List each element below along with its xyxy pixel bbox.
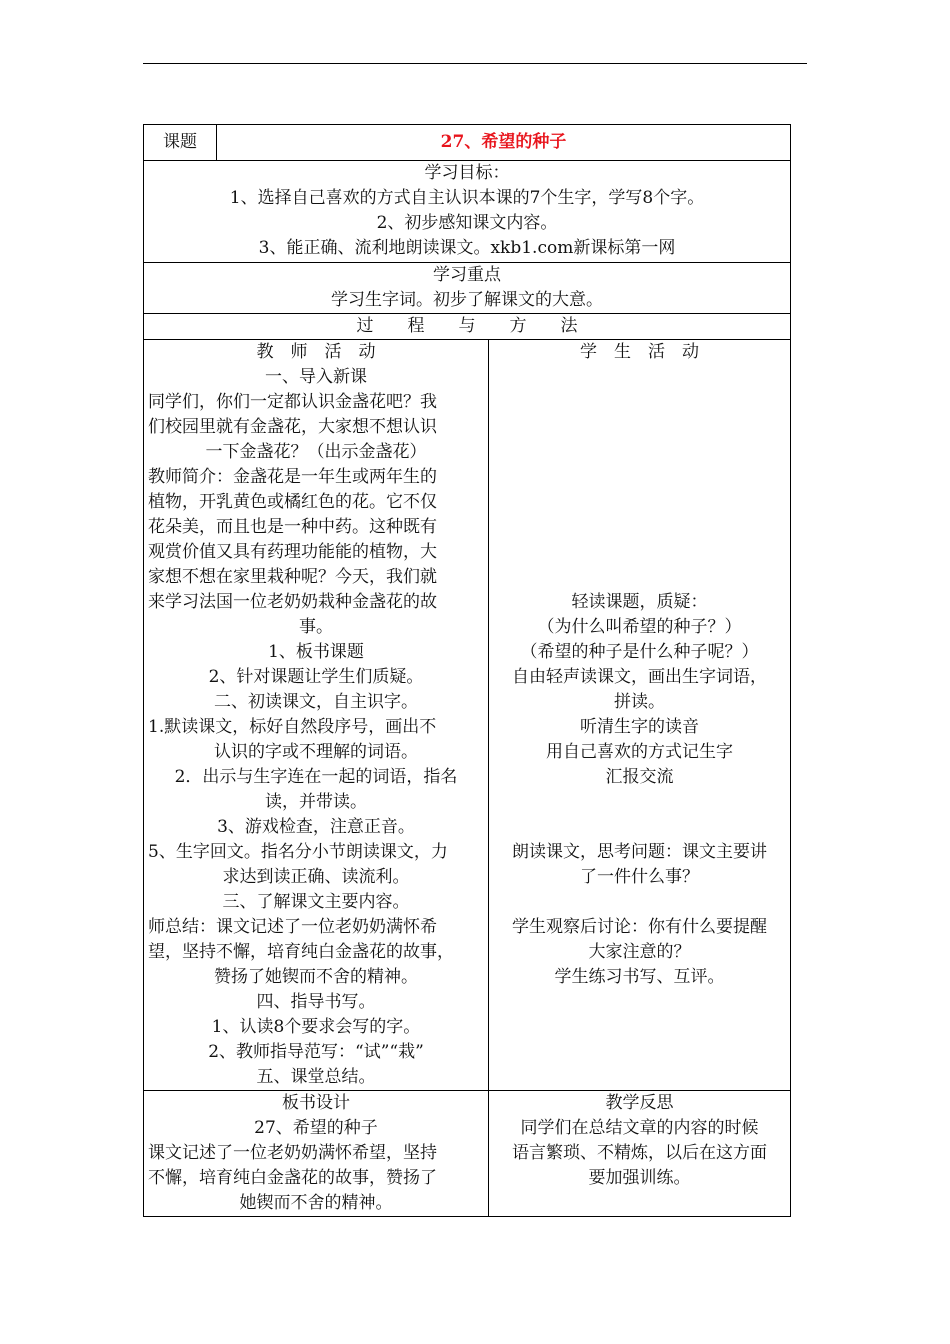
teacher-line: 赞扬了她锲而不舍的精神。: [214, 967, 418, 987]
student-line: 轻读课题，质疑：: [571, 592, 708, 612]
process-row: [144, 314, 791, 340]
board-line: 课文记述了一位老奶奶满怀希望，坚持: [148, 1143, 437, 1163]
teacher-line: 教师简介：金盏花是一年生或两年生的: [148, 467, 437, 487]
teacher-line: 2．出示与生字连在一起的词语，指名: [174, 767, 458, 787]
teacher-line: 认识的字或不理解的词语。: [214, 742, 418, 762]
board-design: [144, 1091, 489, 1217]
goal-item: 1、选择自己喜欢的方式自主认识本课的7个生字，学写8个字。: [229, 188, 705, 208]
student-heading: 学 生 活 动: [580, 342, 699, 362]
activities-row: [144, 340, 791, 1091]
student-line: （希望的种子是什么种子呢？）: [520, 642, 759, 662]
student-line: 大家注意的？: [588, 942, 691, 962]
student-line: 学生练习书写、互评。: [554, 967, 725, 987]
goals-row: [144, 161, 791, 263]
teacher-activities: [144, 340, 489, 1091]
board-line: 她锲而不舍的精神。: [239, 1193, 393, 1213]
teacher-line: 一下金盏花？（出示金盏花）: [205, 442, 427, 462]
learning-goals: [144, 161, 791, 263]
goals-heading: 学习目标：: [424, 163, 510, 183]
process-heading: 过 程 与 方 法: [144, 314, 791, 340]
student-line: 汇报交流: [605, 767, 674, 787]
student-line: 拼读。: [614, 692, 665, 712]
teacher-line: 花朵美，而且也是一种中药。这种既有: [148, 517, 437, 537]
teacher-line: 求达到读正确、读流利。: [222, 867, 410, 887]
teacher-line: 来学习法国一位老奶奶栽种金盏花的故: [148, 592, 437, 612]
lesson-label: 课题: [144, 125, 217, 161]
teacher-line: 植物，开乳黄色或橘红色的花。它不仅: [148, 492, 437, 512]
focus-heading: 学习重点: [433, 265, 501, 285]
teacher-line: 二、初读课文，自主识字。: [214, 692, 418, 712]
student-line: 自由轻声读课文，画出生字词语，: [512, 667, 767, 687]
goal-item: 2、初步感知课文内容。: [376, 213, 558, 233]
teacher-line: 家想不想在家里栽种呢？今天，我们就: [148, 567, 437, 587]
student-line: 朗读课文，思考问题：课文主要讲: [512, 842, 767, 862]
teacher-line: 1、认读8个要求会写的字。: [211, 1017, 421, 1037]
teacher-line: 读，并带读。: [265, 792, 367, 812]
reflection-line: 要加强训练。: [588, 1168, 691, 1188]
reflection-line: 语言繁琐、不精炼，以后在这方面: [512, 1143, 767, 1163]
focus-row: [144, 263, 791, 314]
teacher-line: 五、课堂总结。: [256, 1067, 376, 1087]
teacher-line: 2、教师指导范写：“试”“栽”: [208, 1042, 424, 1062]
learning-focus: [144, 263, 791, 314]
teacher-line: 2、针对课题让学生们质疑。: [208, 667, 424, 687]
lesson-title: 27、希望的种子: [217, 125, 791, 161]
teacher-line: 事。: [299, 617, 333, 637]
teacher-line: 观赏价值又具有药理功能能的植物，大: [148, 542, 437, 562]
focus-text: 学习生字词。初步了解课文的大意。: [331, 290, 603, 310]
teacher-heading: 教 师 活 动: [256, 342, 376, 362]
teacher-line: 一、导入新课: [265, 367, 367, 387]
reflection-heading: 教学反思: [605, 1093, 674, 1113]
teacher-line: 1、板书课题: [268, 642, 364, 662]
teacher-line: 同学们，你们一定都认识金盏花吧？我: [148, 392, 437, 412]
header-rule: [143, 63, 807, 64]
teacher-line: 们校园里就有金盏花，大家想不想认识: [148, 417, 437, 437]
lesson-plan-table: [143, 124, 791, 1217]
teaching-reflection: [489, 1091, 791, 1217]
student-line: 听清生字的读音: [580, 717, 699, 737]
student-line: 用自己喜欢的方式记生字: [546, 742, 733, 762]
goal-item: 3、能正确、流利地朗读课文。xkb1.com新课标第一网: [258, 238, 676, 258]
reflection-line: 同学们在总结文章的内容的时候: [520, 1118, 759, 1138]
teacher-line: 三、了解课文主要内容。: [222, 892, 410, 912]
teacher-line: 1.默读课文，标好自然段序号，画出不: [148, 717, 437, 737]
student-line: 了一件什么事？: [580, 867, 699, 887]
student-line: （为什么叫希望的种子？）: [537, 617, 742, 637]
student-activities: [489, 340, 791, 1091]
teacher-line: 望，坚持不懈，培育纯白金盏花的故事，: [148, 942, 454, 962]
board-heading: 板书设计: [282, 1093, 350, 1113]
teacher-line: 5、生字回文。指名分小节朗读课文，力: [148, 842, 448, 862]
student-line: 学生观察后讨论：你有什么要提醒: [512, 917, 767, 937]
lesson-title-row: [144, 125, 791, 161]
teacher-line: 师总结：课文记述了一位老奶奶满怀希: [148, 917, 437, 937]
board-line: 27、希望的种子: [254, 1118, 378, 1138]
teacher-line: 四、指导书写。: [256, 992, 376, 1012]
bottom-row: [144, 1091, 791, 1217]
teacher-line: 3、游戏检查，注意正音。: [217, 817, 415, 837]
board-line: 不懈，培育纯白金盏花的故事，赞扬了: [148, 1168, 437, 1188]
